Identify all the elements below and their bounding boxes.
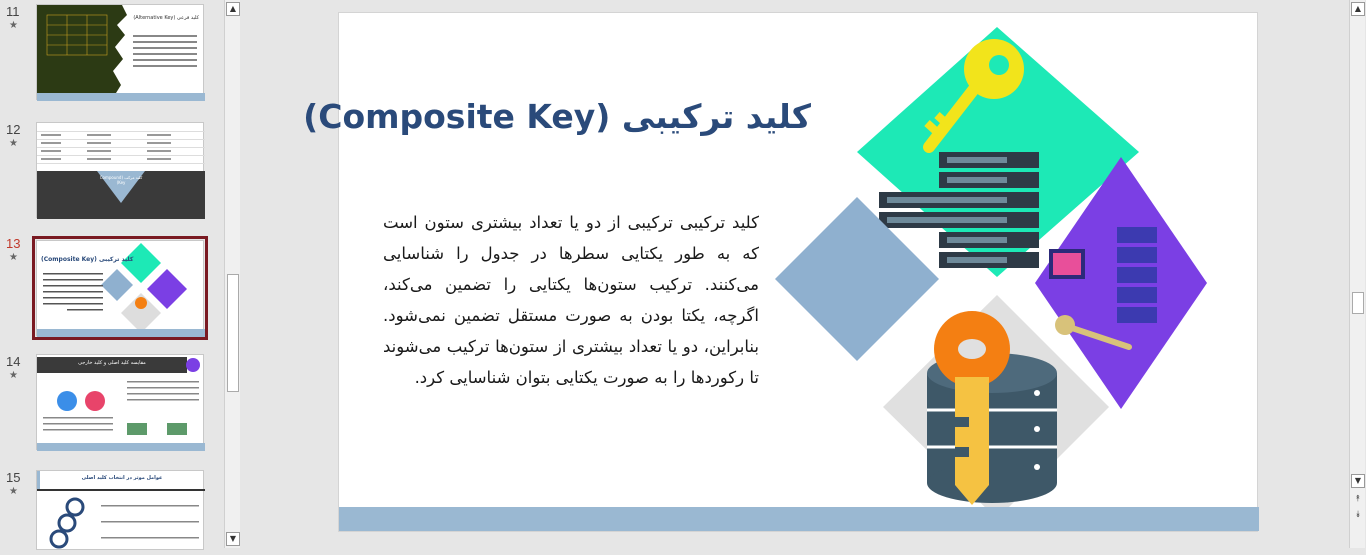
- animation-star-icon: ★: [9, 20, 18, 31]
- scroll-down-button[interactable]: ▼: [226, 532, 240, 546]
- slide-editor-area: [244, 0, 1348, 548]
- slide-thumbnail-12[interactable]: [36, 122, 204, 218]
- current-slide[interactable]: [303, 12, 1258, 532]
- thumbnail-12-preview: [37, 123, 205, 219]
- slide-body-text[interactable]: کلید ترکیبی ترکیبی از دو یا تعداد بیشتری ستون است که به طور یکتایی سطرها در جدول را شناسایی می‌کنند. ترکیب ستون‌ها یکتایی را تضمین می‌کند، اگرچه، یکتا بودن به صورت مستقل تضمین نمی‌شود. بنابراین، دو یا تعداد بیشتری از ستون‌ها ترکیب می‌شوند تا رکوردها را به صورت یکتایی بتوان شناسایی کرد.: [383, 213, 759, 387]
- animation-star-icon: ★: [9, 252, 18, 263]
- composite-key-illustration[interactable]: [779, 27, 1219, 519]
- animation-star-icon: ★: [9, 138, 18, 149]
- scroll-up-button[interactable]: ▲: [1351, 2, 1365, 16]
- thumbnail-15-preview: [37, 471, 205, 551]
- slide-number: 13: [6, 236, 21, 251]
- scroll-thumb[interactable]: [1352, 292, 1364, 314]
- animation-star-icon: ★: [9, 486, 18, 497]
- next-slide-button[interactable]: ⯯: [1355, 510, 1361, 520]
- slide-number: 12: [6, 122, 21, 137]
- slide-number: 15: [6, 470, 21, 485]
- slide-title[interactable]: کلید ترکیبی (Composite Key): [303, 97, 811, 136]
- thumbnail-title: مقایسه کلید اصلی و کلید خارجی: [78, 360, 146, 366]
- thumbnail-title: عوامل موثر در انتخاب کلید اصلی: [81, 475, 163, 481]
- animation-star-icon: ★: [9, 370, 18, 381]
- thumbnail-title: کلید ترکیبی (Composite Key): [41, 256, 134, 263]
- thumbnail-14-preview: [37, 355, 205, 451]
- scroll-thumb[interactable]: [227, 274, 239, 392]
- scroll-up-button[interactable]: ▲: [226, 2, 240, 16]
- slide-thumbnail-11[interactable]: [36, 4, 204, 100]
- slide-thumbnail-14[interactable]: [36, 354, 204, 450]
- thumbnail-title: کلید مرکب (Compound Key): [99, 175, 143, 185]
- editor-scrollbar[interactable]: [1349, 0, 1365, 548]
- thumbnail-scrollbar[interactable]: [224, 0, 240, 548]
- thumbnail-title: کلید فرعی (Alternative Key): [133, 15, 199, 21]
- slide-number: 11: [6, 4, 20, 19]
- slide-thumbnail-13[interactable]: [36, 240, 204, 336]
- scroll-down-button[interactable]: ▼: [1351, 474, 1365, 488]
- slide-number: 14: [6, 354, 21, 369]
- previous-slide-button[interactable]: ⯭: [1355, 494, 1361, 504]
- slide-thumbnail-15[interactable]: [36, 470, 204, 550]
- slide-thumbnail-pane: [0, 0, 222, 548]
- slide-bottom-band: [339, 507, 1259, 531]
